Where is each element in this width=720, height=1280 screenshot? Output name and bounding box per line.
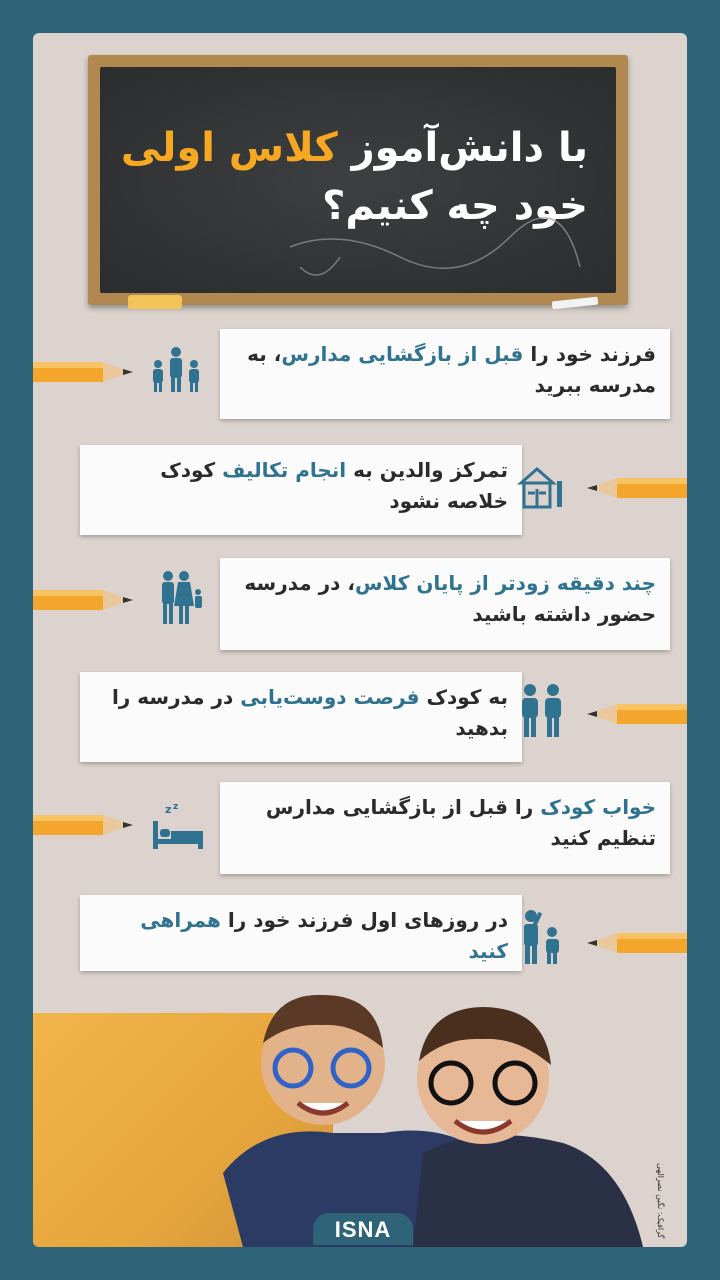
pencil-icon: [33, 813, 138, 837]
tip-card-1: [220, 329, 670, 419]
tip-card-3: [220, 558, 670, 650]
title-text: با دانش‌آموز: [337, 125, 588, 171]
title-line-2: خود چه کنیم؟: [322, 183, 588, 229]
tip-text: ، به مدرسه ببرید: [247, 342, 656, 397]
svg-text:z: z: [173, 802, 179, 812]
title-highlight: کلاس اولی: [120, 125, 338, 171]
chalk-eraser: [128, 295, 182, 309]
tip-text: ، در مدرسه حضور داشته باشید: [244, 571, 656, 626]
tip-highlight: چند دقیقه زودتر از پایان کلاس: [354, 571, 656, 595]
chalkboard-surface: [100, 67, 616, 293]
tip-card-2: [80, 445, 522, 535]
sleep-bed-icon: [151, 801, 207, 851]
chalk-stick: [552, 297, 599, 310]
two-students-icon: [517, 683, 567, 741]
smiling-boys-illustration: [183, 973, 663, 1247]
pencil-icon: [581, 476, 687, 500]
tip-card-6: [80, 895, 522, 971]
children-photo: [33, 973, 687, 1247]
tip-highlight: انجام تکالیف: [222, 458, 347, 482]
family-icon: [146, 346, 206, 396]
isna-logo: ISNA: [313, 1213, 413, 1245]
tip-highlight: همراهی کنید: [140, 908, 508, 963]
homework-icon: [515, 461, 567, 513]
svg-text:z: z: [165, 803, 172, 816]
tip-text: در روزهای اول فرزند خود را: [220, 908, 508, 932]
infographic-page: [33, 33, 687, 1247]
pencil-icon: [581, 931, 687, 955]
tip-highlight: فرصت دوست‌یابی: [240, 685, 420, 709]
pencil-icon: [581, 702, 687, 726]
tip-text: تمرکز والدین به: [346, 458, 508, 482]
chalk-scribble: [280, 217, 600, 297]
pencil-icon: [33, 588, 138, 612]
tip-text: را قبل از بازگشایی مدارس تنظیم کنید: [265, 795, 656, 850]
graphic-credit: گرافیک: نگین نصرالهی: [656, 1163, 665, 1239]
waving-student-icon: [519, 908, 565, 966]
chalkboard: [88, 55, 628, 305]
pencil-icon: [33, 360, 138, 384]
tip-card-4: [80, 672, 522, 762]
tip-text: در مدرسه را بدهید: [111, 685, 508, 740]
tip-highlight: قبل از بازگشایی مدارس: [281, 342, 524, 366]
tip-highlight: خواب کودک: [540, 795, 656, 819]
tip-card-5: [220, 782, 670, 874]
tip-text: کودک خلاصه نشود: [160, 458, 508, 513]
tip-text: فرزند خود را: [523, 342, 656, 366]
tip-text: به کودک: [419, 685, 508, 709]
parent-child-icon: [158, 570, 208, 628]
